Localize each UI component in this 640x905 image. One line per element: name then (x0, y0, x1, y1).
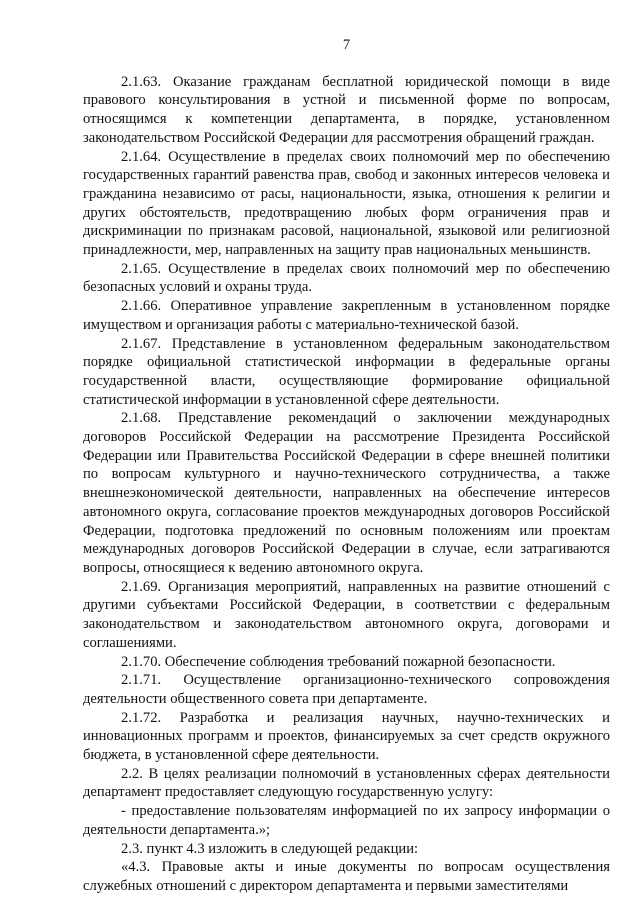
paragraph: 2.1.64. Осуществление в пределах своих полномочий мер по обеспечению государственных гарантий равенства прав, свобод и законных интересов человека и гражданина независимо от расы, национальности, языка, отношения к религии и других обстоятельств, предотвращению любых форм ограничения прав и дискриминации по признакам расовой, национальной, языковой или религиозной принадлежности, мер, направленных на защиту прав национальных меньшинств. (83, 148, 610, 259)
paragraph: 2.1.66. Оперативное управление закрепленным в установленном порядке имуществом и организация работы с материально-технической базой. (83, 298, 610, 333)
paragraph: 2.1.63. Оказание гражданам бесплатной юридической помощи в виде правового консультирования в устной и письменной форме по вопросам, относящимся к компетенции департамента, в порядке, установленном законодательством Российской Федерации для рассмотрения обращений граждан. (83, 73, 610, 146)
paragraph: 2.1.65. Осуществление в пределах своих полномочий мер по обеспечению безопасных условий и охраны труда. (83, 260, 610, 296)
paragraph: «4.3. Правовые акты и иные документы по вопросам осуществления служебных отношений с директором департамента и первыми заместителями (83, 859, 610, 894)
paragraph: 2.1.68. Представление рекомендаций о заключении международных договоров Российской Федерации на рассмотрение Президента Российской Федерации или Правительства Российской Федерации в сфере внешней политики по вопросам культурного и научно-технического сотрудничества, а также внешнеэкономической деятельности, направленных на обеспечение интересов автономного округа, согласование проектов международных договоров Российской Федерации, подготовка предложений по основным положениям или проектам международных договоров Российской Федерации в случае, если затрагиваются вопросы, относящиеся к ведению автономного округа. (83, 410, 610, 576)
paragraph: 2.3. пункт 4.3 изложить в следующей редакции: (121, 840, 419, 857)
paragraph: 2.1.71. Осуществление организационно-технического сопровождения деятельности общественного совета при департаменте. (83, 672, 610, 707)
page-number: 7 (342, 37, 351, 53)
paragraph: 2.1.67. Представление в установленном федеральным законодательством порядке официальной статистической информации в федеральные органы государственной власти, осуществляющие формирование официальной статистической информации в установленной сфере деятельности. (83, 335, 610, 408)
paragraph: - предоставление пользователям информацией по их запросу информации о деятельности департамента.»; (83, 803, 610, 838)
paragraph: 2.1.70. Обеспечение соблюдения требований пожарной безопасности. (121, 653, 556, 670)
paragraph: 2.1.72. Разработка и реализация научных, научно-технических и инновационных программ и проектов, финансируемых за счет средств окружного бюджета, в установленной сфере деятельности. (83, 709, 610, 764)
paragraph: 2.1.69. Организация мероприятий, направленных на развитие отношений с другими субъектами Российской Федерации, в соответствии с федеральным законодательством и законодательством автономного округа, договорами и соглашениями. (83, 578, 610, 651)
paragraph: 2.2. В целях реализации полномочий в установленных сферах деятельности департамент предоставляет следующую государственную услугу: (83, 765, 610, 801)
document-body (83, 73, 610, 896)
